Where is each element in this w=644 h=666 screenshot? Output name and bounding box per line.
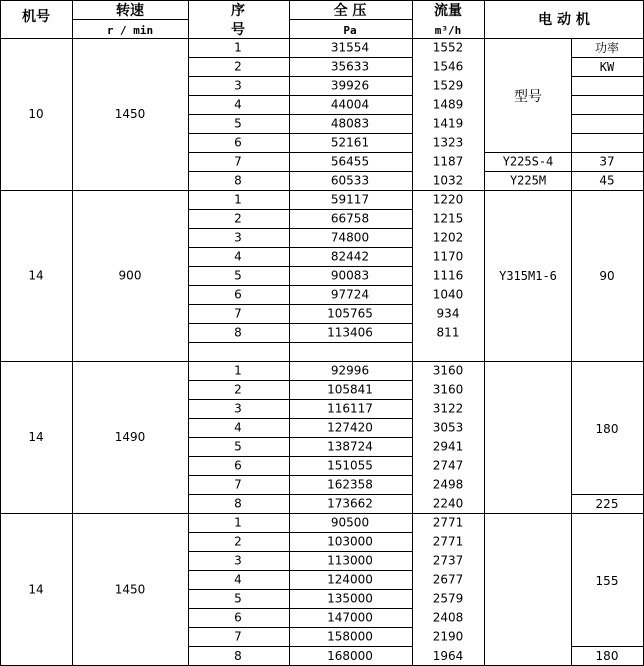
pressure-cell: 124000	[327, 572, 373, 587]
flow-cell: 2579	[432, 591, 464, 606]
seq-cell: 7	[234, 477, 242, 492]
machine-no-cell: 14	[28, 430, 44, 444]
seq-cell: 5	[234, 268, 242, 283]
machine-no-cell: 14	[28, 268, 44, 283]
pressure-cell: 135000	[327, 591, 373, 606]
seq-cell: 7	[234, 154, 242, 169]
pressure-cell: 35633	[330, 59, 370, 74]
header-flow-unit: m³/h	[434, 24, 462, 37]
seq-cell: 4	[234, 572, 242, 587]
flow-cell: 2677	[432, 572, 464, 587]
seq-cell: 6	[234, 287, 242, 302]
flow-cell: 2771	[432, 515, 464, 530]
machine-no-cell: 14	[28, 582, 44, 597]
motor-model-cell: Y225M	[509, 173, 547, 188]
header-speed-unit: r / min	[106, 24, 154, 37]
flow-cell: 934	[436, 306, 460, 321]
seq-cell: 5	[234, 591, 242, 606]
pressure-cell: 82442	[330, 249, 370, 264]
motor-power-cell: 90	[599, 269, 615, 283]
pressure-cell: 158000	[327, 629, 373, 644]
header-speed: 转速	[116, 3, 144, 19]
speed-cell: 1450	[114, 582, 146, 597]
flow-cell: 2771	[432, 534, 464, 549]
pressure-cell: 52161	[330, 135, 370, 150]
header-motor: 电 动 机	[538, 12, 590, 28]
pressure-cell: 56455	[330, 154, 370, 169]
pressure-cell: 116117	[327, 401, 373, 416]
flow-cell: 1116	[432, 268, 464, 283]
speed-cell: 1450	[114, 107, 146, 121]
seq-cell: 2	[234, 534, 242, 549]
pressure-cell: 151055	[327, 458, 373, 473]
flow-cell: 1323	[432, 135, 464, 150]
pressure-cell: 48083	[330, 116, 370, 131]
seq-cell: 1	[234, 515, 242, 530]
header-pressure: 全 压	[333, 3, 367, 19]
motor-model-label: 型号	[514, 89, 542, 105]
flow-cell: 3053	[432, 420, 464, 435]
seq-cell: 3	[234, 230, 242, 245]
flow-cell: 2747	[432, 458, 464, 473]
pressure-cell: 60533	[330, 173, 370, 188]
header-seq-2: 号	[231, 22, 245, 38]
seq-cell: 5	[234, 439, 242, 454]
flow-cell: 1202	[432, 230, 464, 245]
speed-cell: 1490	[114, 430, 146, 444]
seq-cell: 2	[234, 382, 242, 397]
flow-cell: 1040	[432, 287, 464, 302]
motor-power-cell: 155	[595, 574, 619, 588]
seq-cell: 1	[234, 40, 242, 55]
pressure-cell: 97724	[330, 287, 370, 302]
seq-cell: 5	[234, 116, 242, 131]
header-pressure-unit: Pa	[343, 24, 357, 37]
seq-cell: 8	[234, 496, 242, 511]
seq-cell: 6	[234, 458, 242, 473]
flow-cell: 1215	[432, 211, 464, 226]
seq-cell: 4	[234, 97, 242, 112]
seq-cell: 4	[234, 420, 242, 435]
seq-cell: 1	[234, 363, 242, 378]
flow-cell: 811	[436, 325, 460, 340]
pressure-cell: 44004	[330, 97, 370, 112]
flow-cell: 2240	[432, 496, 464, 511]
pressure-cell: 74800	[330, 230, 370, 245]
flow-cell: 1552	[432, 40, 464, 55]
motor-power-unit: KW	[599, 60, 615, 74]
flow-cell: 1187	[432, 154, 464, 169]
motor-power-cell: 45	[599, 173, 615, 188]
flow-cell: 1220	[432, 192, 464, 207]
pressure-cell: 103000	[327, 534, 373, 549]
flow-cell: 1489	[432, 97, 464, 112]
row-lines	[188, 58, 644, 647]
motor-power-cell: 180	[595, 649, 619, 663]
motor-power-cell: 37	[599, 154, 615, 169]
flow-cell: 3122	[432, 401, 464, 416]
flow-cell: 2408	[432, 610, 464, 625]
seq-cell: 1	[234, 192, 242, 207]
flow-cell: 3160	[432, 363, 464, 378]
flow-cell: 2737	[432, 553, 464, 568]
pressure-cell: 66758	[330, 211, 370, 226]
seq-cell: 8	[234, 649, 242, 663]
pressure-cell: 105765	[327, 306, 373, 321]
motor-power-cell: 225	[595, 497, 619, 511]
pressure-cell: 162358	[327, 477, 373, 492]
seq-cell: 3	[234, 553, 242, 568]
pressure-cell: 127420	[327, 420, 373, 435]
pressure-cell: 59117	[330, 192, 370, 207]
pressure-cell: 105841	[327, 382, 373, 397]
pressure-cell: 39926	[330, 78, 370, 93]
flow-cell: 2190	[432, 629, 464, 644]
pressure-cell: 168000	[327, 649, 373, 663]
flow-cell: 1419	[432, 116, 464, 131]
speed-cell: 900	[118, 268, 142, 283]
header-seq: 序	[231, 3, 245, 19]
motor-model-cell: Y225S-4	[502, 154, 554, 169]
motor-power-cell: 180	[595, 422, 619, 436]
seq-cell: 7	[234, 629, 242, 644]
flow-cell: 3160	[432, 382, 464, 397]
pressure-cell: 90083	[330, 268, 370, 283]
pressure-cell: 92996	[330, 363, 370, 378]
seq-cell: 3	[234, 401, 242, 416]
seq-cell: 4	[234, 249, 242, 264]
flow-cell: 2498	[432, 477, 464, 492]
flow-cell: 1964	[432, 649, 464, 663]
flow-cell: 1546	[432, 59, 464, 74]
pressure-cell: 113000	[327, 553, 373, 568]
seq-cell: 6	[234, 135, 242, 150]
seq-cell: 2	[234, 59, 242, 74]
motor-model-cell: Y315M1-6	[499, 269, 557, 283]
seq-cell: 6	[234, 610, 242, 625]
seq-cell: 8	[234, 325, 242, 340]
pressure-cell: 147000	[327, 610, 373, 625]
seq-cell: 3	[234, 78, 242, 93]
seq-cell: 2	[234, 211, 242, 226]
header-machine-no: 机号	[22, 9, 50, 25]
flow-cell: 1529	[432, 78, 464, 93]
seq-cell: 7	[234, 306, 242, 321]
motor-power-label: 功率	[594, 41, 620, 55]
header-flow: 流量	[434, 3, 462, 19]
pressure-cell: 31554	[330, 40, 370, 55]
flow-cell: 2941	[432, 439, 464, 454]
pressure-cell: 138724	[327, 439, 373, 454]
flow-cell: 1170	[432, 249, 464, 264]
flow-cell: 1032	[432, 173, 464, 188]
machine-no-cell: 10	[28, 107, 44, 121]
pressure-cell: 90500	[330, 515, 370, 530]
seq-cell: 8	[234, 173, 242, 188]
pressure-cell: 173662	[327, 496, 373, 511]
pressure-cell: 113406	[327, 325, 373, 340]
